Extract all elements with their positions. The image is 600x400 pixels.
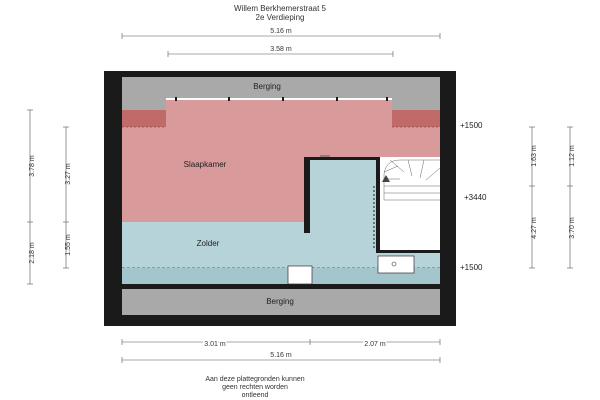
dim-left-inner-top: 3.27 m (65, 163, 72, 185)
dim-bottom-right: 2.07 m (364, 341, 386, 348)
dim-right-inner-bottom: 4.27 m (531, 217, 538, 239)
dim-right-inner-top: 1.63 m (531, 145, 538, 167)
disclaimer (170, 376, 340, 400)
bottom-dimensions (122, 339, 440, 363)
room-label-slaapkamer: Slaapkamer (183, 160, 227, 169)
top-dimensions (122, 33, 440, 57)
disclaimer-line-2: geen rechten worden (222, 384, 288, 391)
disclaimer-line-1: Aan deze plattegronden kunnen (205, 376, 305, 383)
floorplan-address: Willem Berkhemerstraat 5 (233, 4, 327, 13)
dim-bottom-total: 5.16 m (270, 352, 292, 359)
dim-right-outer-bottom: 3.70 m (569, 217, 576, 239)
skylight (288, 266, 312, 284)
dim-left-inner-bottom: 1.55 m (65, 234, 72, 256)
dim-left-outer-bottom: 2.18 m (29, 242, 36, 264)
stair-wall (376, 250, 440, 253)
stair-wall (376, 157, 380, 250)
interior-wall (304, 157, 376, 160)
dim-bottom-left: 3.01 m (204, 341, 226, 348)
disclaimer-line-3: ontleend (241, 392, 269, 399)
level-stairs: +3440 (464, 193, 487, 202)
room-label-berging-top: Berging (253, 82, 281, 91)
dim-left-outer-top: 3.78 m (29, 155, 36, 177)
bedroom-low-zone-left (122, 110, 166, 127)
stairwell (380, 157, 440, 250)
knee-wall (122, 284, 440, 289)
dim-top-inner: 3.58 m (270, 46, 292, 53)
level-upper: +1500 (460, 121, 483, 130)
room-label-berging-bottom: Berging (266, 297, 294, 306)
interior-wall (304, 157, 310, 233)
dormer-window (166, 98, 392, 100)
dim-top-total: 5.16 m (270, 28, 292, 35)
room-label-zolder: Zolder (196, 239, 220, 248)
level-lower: +1500 (460, 263, 483, 272)
floorplan-floor-name: 2e Verdieping (255, 13, 305, 22)
bedroom-low-zone-right (392, 110, 440, 127)
dim-right-outer-top: 1.12 m (569, 145, 576, 167)
